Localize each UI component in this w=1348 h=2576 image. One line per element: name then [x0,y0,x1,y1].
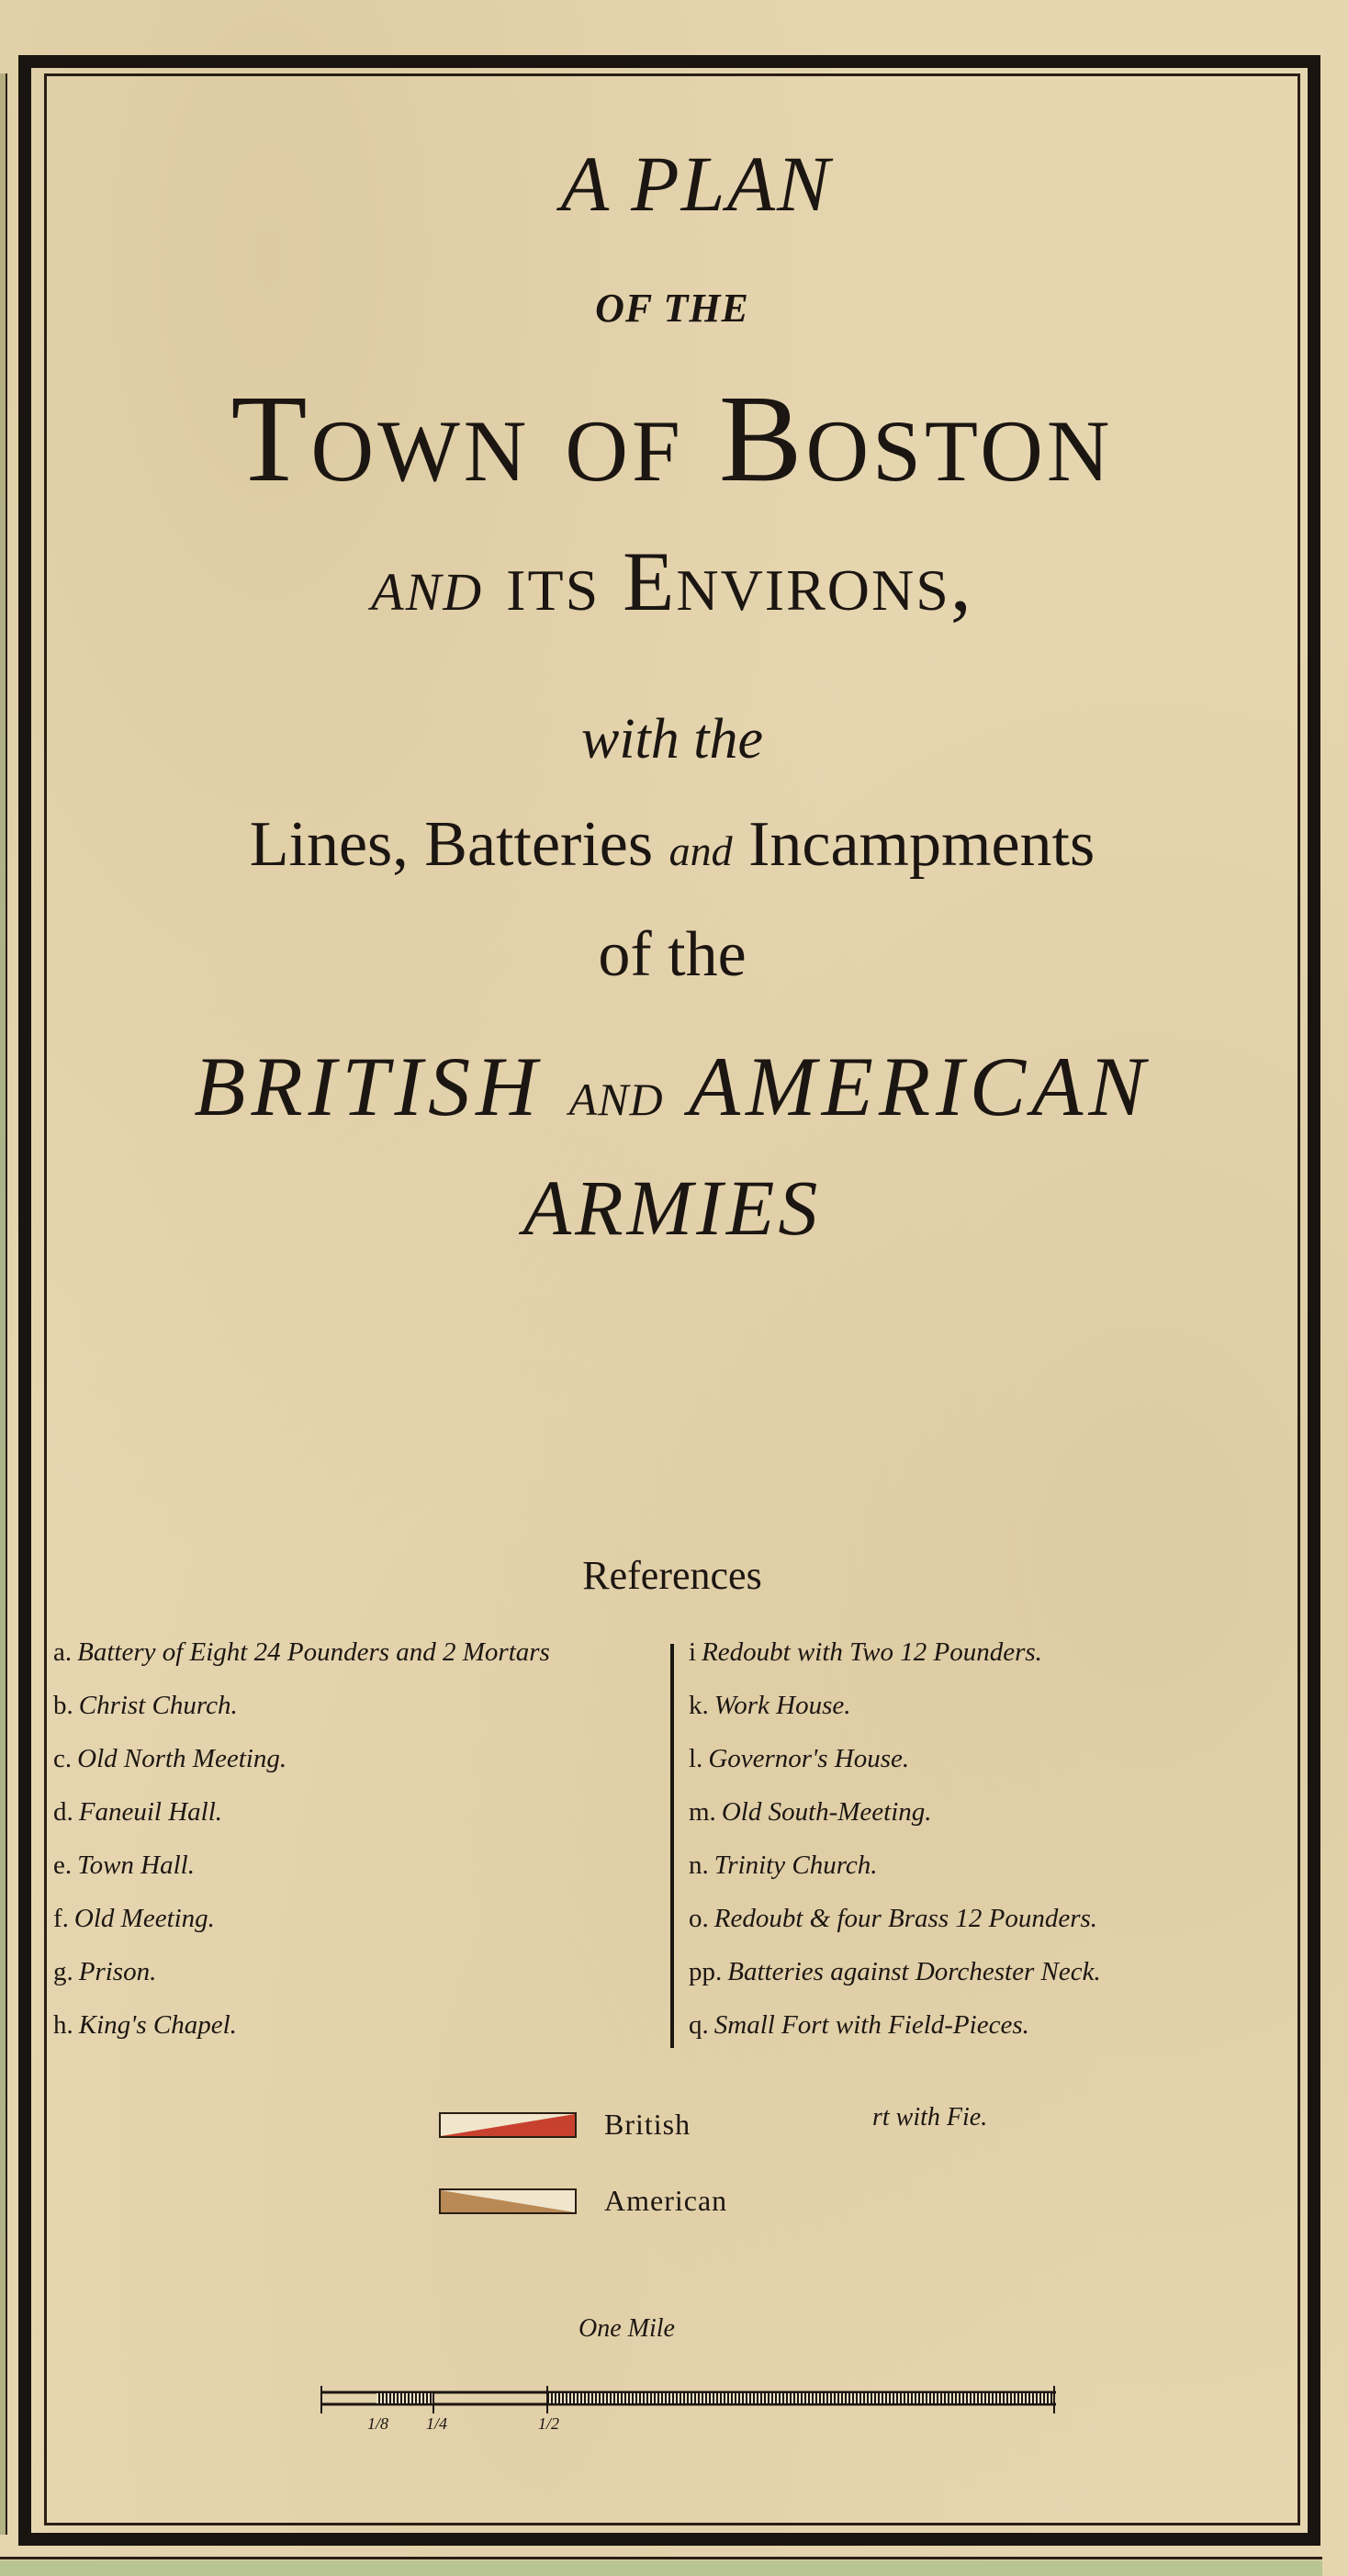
title-and-2: AND [568,1074,664,1125]
adjacent-map-bottom-border [0,2557,1322,2559]
reference-item: h. King's Chapel. [53,2010,237,2040]
references-right-column [689,1625,1258,2052]
reference-item: k. Work House. [689,1691,851,1720]
reference-item: i Redoubt with Two 12 Pounders. [689,1637,1042,1667]
title-of-the-2: of the [598,919,747,990]
title-incampments: Incampments [748,809,1095,880]
reference-item: l. Governor's House. [689,1744,910,1773]
scale-tick-eighth: 1/8 [367,2414,389,2433]
scale-label: One Mile [579,2314,675,2343]
british-swatch-icon [439,2112,577,2138]
title-with-the: with the [580,708,764,771]
title-american: AMERICAN [688,1040,1151,1133]
title-and: AND [371,562,484,622]
reference-item: m. Old South-Meeting. [689,1797,932,1827]
legend-british-label: British [604,2108,691,2141]
legend-american [439,2184,727,2218]
title-of-the: OF THE [595,286,749,331]
reference-item: b. Christ Church. [53,1691,238,1720]
title-lines-batteries [44,808,1300,882]
reference-item: c. Old North Meeting. [53,1744,287,1773]
scale-tick-quarter: 1/4 [426,2414,448,2433]
reference-item: f. Old Meeting. [53,1904,215,1933]
title-and-its-environs [44,533,1300,630]
scale-bar-graphic [312,2379,1065,2424]
title-british: BRITISH [194,1040,543,1133]
title-a-plan: A PLAN [560,140,832,228]
title-town-of-boston: Town of Boston [230,370,1114,508]
reference-item: n. Trinity Church. [689,1850,878,1880]
adjacent-map-left-border [6,73,7,2535]
title-lines-and: and [668,827,733,874]
title-armies: ARMIES [522,1164,822,1252]
reference-item: e. Town Hall. [53,1850,195,1880]
stray-offset-text: rt with Fie. [872,2103,988,2132]
reference-item: d. Faneuil Hall. [53,1797,223,1827]
adjacent-map-bottom-edge [0,2560,1322,2576]
scale-bar [312,2379,1065,2461]
references-heading: References [582,1553,762,1598]
reference-item: q. Small Fort with Field-Pieces. [689,2010,1029,2040]
american-swatch-icon [439,2188,577,2214]
reference-item: a. Battery of Eight 24 Pounders and 2 Mortars [53,1637,550,1667]
reference-item: o. Redoubt & four Brass 12 Pounders. [689,1904,1098,1933]
references-column-divider [670,1644,674,2048]
reference-item: g. Prison. [53,1957,157,1986]
legend-american-label: American [604,2184,728,2217]
reference-item: pp. Batteries against Dorchester Neck. [689,1957,1101,1986]
title-british-and-american [44,1038,1300,1135]
title-lines-batteries-text: Lines, Batteries [249,809,654,880]
legend-british [439,2108,691,2142]
title-its-environs: its Environs, [506,534,973,628]
scale-tick-half: 1/2 [538,2414,560,2433]
references-left-column [53,1625,667,2052]
